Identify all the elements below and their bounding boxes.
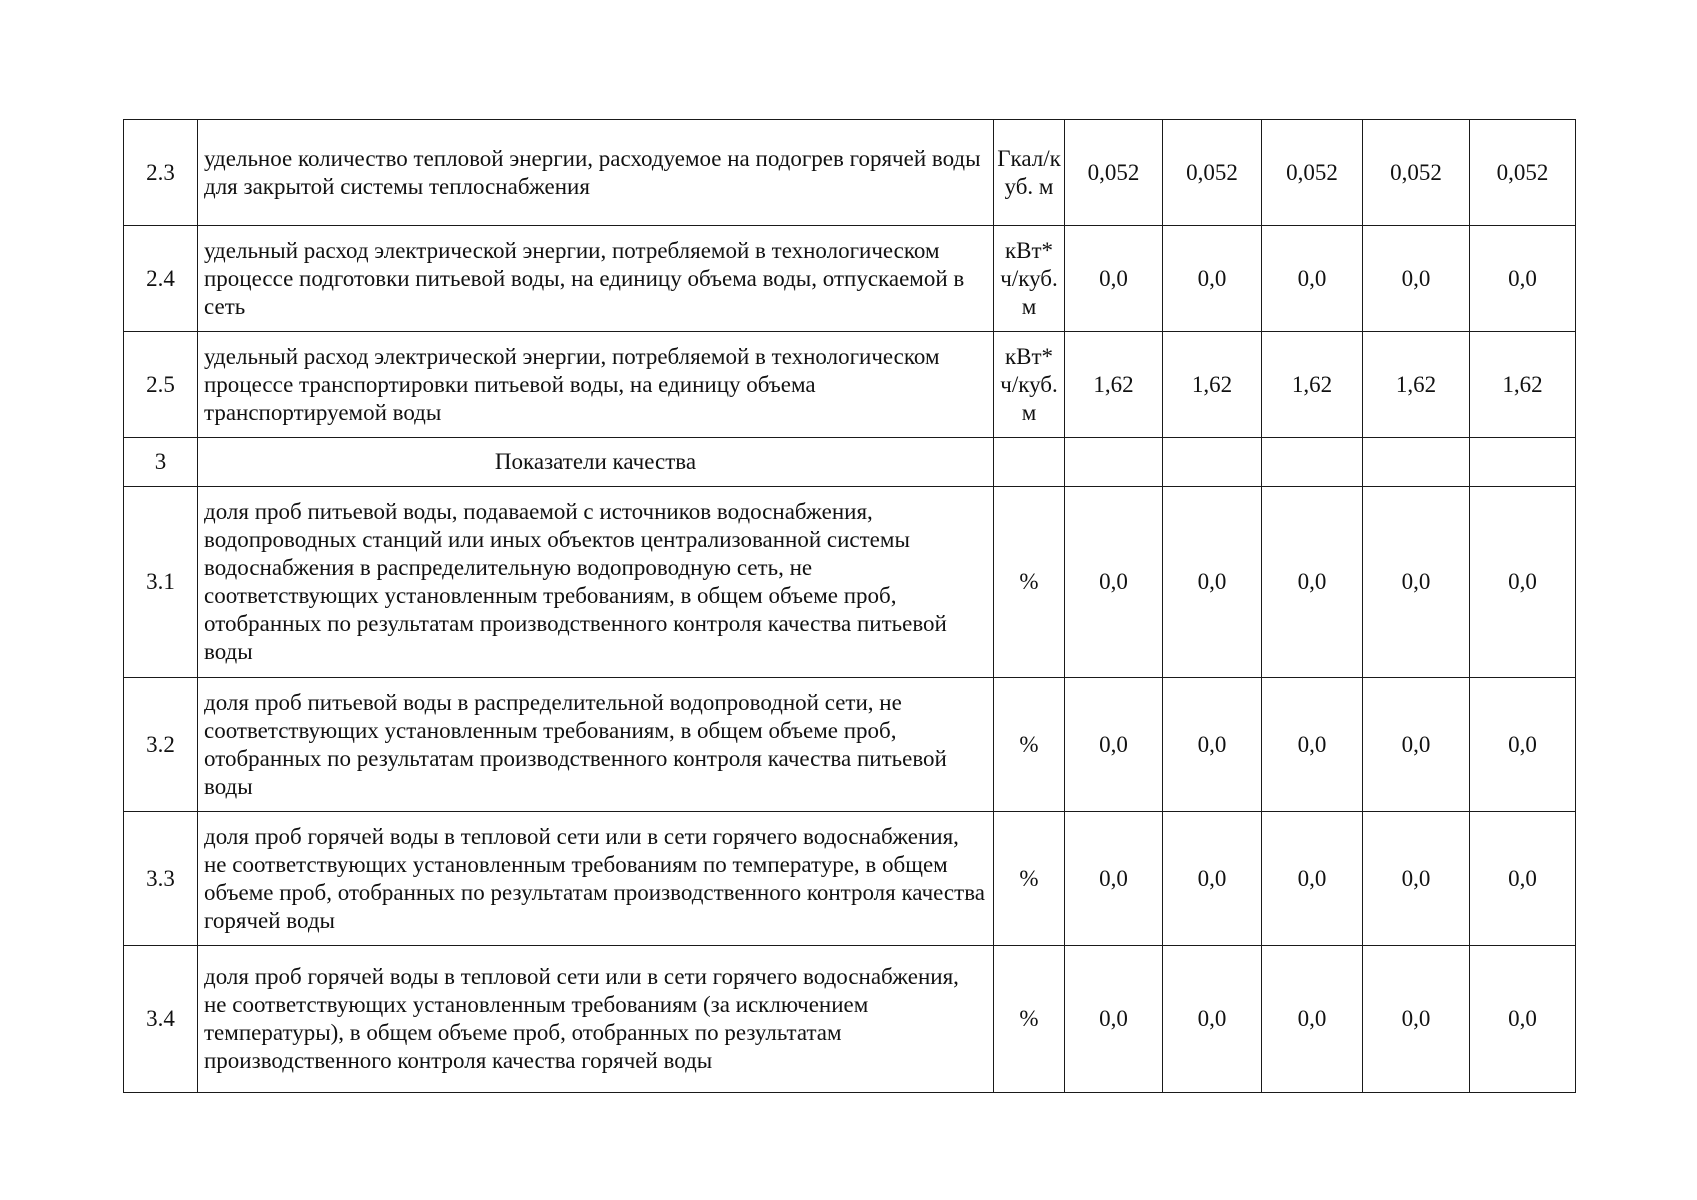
section-number: 3: [124, 438, 198, 487]
value-cell: 0,0: [1262, 226, 1363, 332]
value-cell: 0,052: [1065, 120, 1163, 226]
value-cell: 1,62: [1163, 332, 1262, 438]
indicator-description: доля проб питьевой воды в распределительной водопроводной сети, не соответствующих установленным требованиям, в общем объеме проб, отобранных по результатам производственного контроля качества питьевой воды: [198, 678, 994, 812]
value-cell: 0,0: [1363, 226, 1470, 332]
value-cell: 1,62: [1262, 332, 1363, 438]
value-cell: 0,0: [1262, 678, 1363, 812]
indicator-description: доля проб горячей воды в тепловой сети или в сети горячего водоснабжения, не соответствующих установленным требованиям по температуре, в общем объеме проб, отобранных по результатам производственного контроля качества горячей воды: [198, 812, 994, 946]
value-cell: 0,0: [1065, 487, 1163, 678]
value-cell: [1065, 438, 1163, 487]
value-cell: [1470, 438, 1576, 487]
row-number: 2.3: [124, 120, 198, 226]
row-number: 2.5: [124, 332, 198, 438]
value-cell: [1262, 438, 1363, 487]
value-cell: [1163, 438, 1262, 487]
value-cell: 0,0: [1065, 812, 1163, 946]
row-number: 2.4: [124, 226, 198, 332]
row-number: 3.3: [124, 812, 198, 946]
value-cell: [1363, 438, 1470, 487]
value-cell: 0,0: [1363, 946, 1470, 1093]
unit-of-measure: кВт*ч/куб. м: [994, 226, 1065, 332]
value-cell: 0,0: [1163, 678, 1262, 812]
value-cell: 0,0: [1163, 946, 1262, 1093]
indicator-description: удельный расход электрической энергии, потребляемой в технологическом процессе подготовки питьевой воды, на единицу объема воды, отпускаемой в сеть: [198, 226, 994, 332]
indicator-description: удельный расход электрической энергии, потребляемой в технологическом процессе транспортировки питьевой воды, на единицу объема транспортируемой воды: [198, 332, 994, 438]
unit-of-measure: %: [994, 812, 1065, 946]
value-cell: 0,0: [1262, 487, 1363, 678]
value-cell: 0,0: [1262, 812, 1363, 946]
table-row: [124, 332, 1576, 438]
value-cell: 0,052: [1363, 120, 1470, 226]
section-header-row: [124, 438, 1576, 487]
value-cell: 0,0: [1262, 946, 1363, 1093]
value-cell: 0,0: [1470, 487, 1576, 678]
value-cell: 0,0: [1470, 226, 1576, 332]
value-cell: 0,0: [1363, 678, 1470, 812]
value-cell: 1,62: [1363, 332, 1470, 438]
unit-of-measure: Гкал/куб. м: [994, 120, 1065, 226]
value-cell: 0,0: [1065, 678, 1163, 812]
value-cell: 0,0: [1363, 487, 1470, 678]
value-cell: 0,052: [1262, 120, 1363, 226]
value-cell: 0,0: [1363, 812, 1470, 946]
table-row: [124, 678, 1576, 812]
section-title: Показатели качества: [198, 438, 994, 487]
value-cell: 0,0: [1470, 812, 1576, 946]
value-cell: 0,0: [1065, 226, 1163, 332]
value-cell: 0,0: [1163, 226, 1262, 332]
unit-of-measure: %: [994, 487, 1065, 678]
row-number: 3.1: [124, 487, 198, 678]
unit-of-measure: [994, 438, 1065, 487]
value-cell: 0,0: [1470, 678, 1576, 812]
value-cell: 0,0: [1470, 946, 1576, 1093]
value-cell: 1,62: [1470, 332, 1576, 438]
table-row: [124, 487, 1576, 678]
value-cell: 0,0: [1065, 946, 1163, 1093]
value-cell: 0,0: [1163, 487, 1262, 678]
unit-of-measure: %: [994, 946, 1065, 1093]
unit-of-measure: %: [994, 678, 1065, 812]
value-cell: 0,0: [1163, 812, 1262, 946]
value-cell: 0,052: [1470, 120, 1576, 226]
value-cell: 1,62: [1065, 332, 1163, 438]
table-row: [124, 120, 1576, 226]
indicator-description: доля проб питьевой воды, подаваемой с источников водоснабжения, водопроводных станций или иных объектов централизованной системы водоснабжения в распределительную водопроводную сеть, не соответствующих установленным требованиям, в общем объеме проб, отобранных по результатам производственного контроля качества питьевой воды: [198, 487, 994, 678]
indicator-description: доля проб горячей воды в тепловой сети или в сети горячего водоснабжения, не соответствующих установленным требованиям (за исключением температуры), в общем объеме проб, отобранных по результатам производственного контроля качества горячей воды: [198, 946, 994, 1093]
indicators-table: [123, 119, 1576, 1093]
unit-of-measure: кВт*ч/куб. м: [994, 332, 1065, 438]
indicator-description: удельное количество тепловой энергии, расходуемое на подогрев горячей воды для закрытой системы теплоснабжения: [198, 120, 994, 226]
row-number: 3.2: [124, 678, 198, 812]
value-cell: 0,052: [1163, 120, 1262, 226]
row-number: 3.4: [124, 946, 198, 1093]
table-row: [124, 226, 1576, 332]
table-row: [124, 946, 1576, 1093]
table-row: [124, 812, 1576, 946]
